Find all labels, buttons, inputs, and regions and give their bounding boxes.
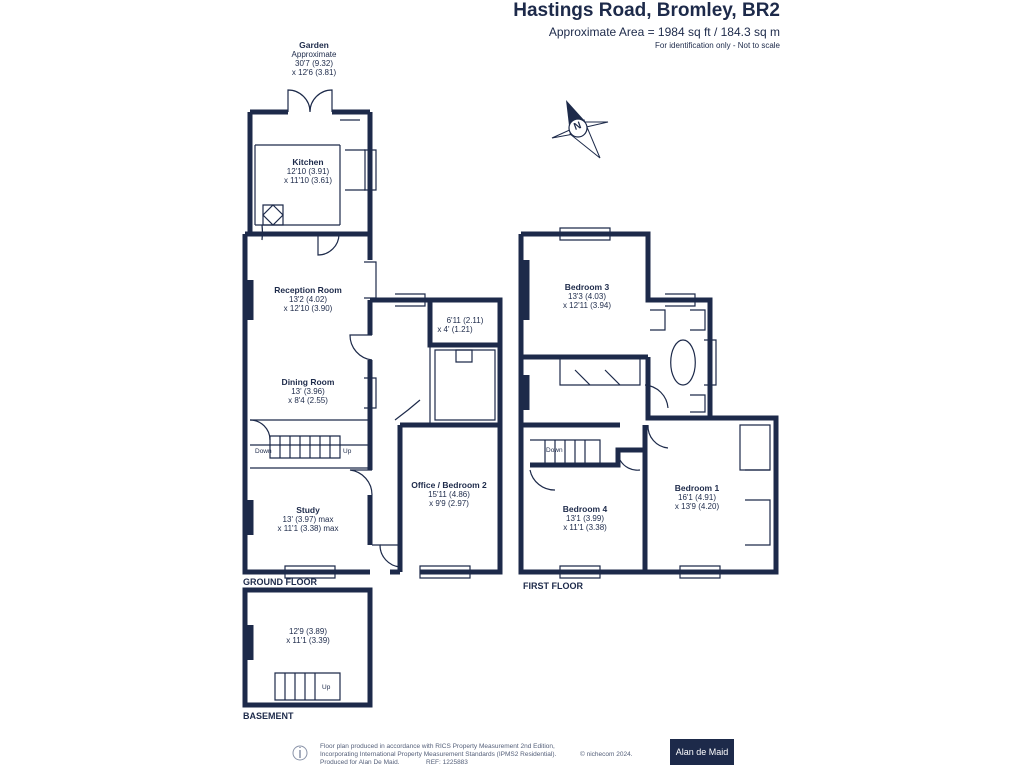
bedroom1-dim2: x 13'9 (4.20) [674,502,720,511]
page-title: Hastings Road, Bromley, BR2 [513,0,780,21]
reception-label: Reception Room [274,285,342,295]
kitchen-dim2: x 11'10 (3.61) [283,176,333,185]
bedroom3-label: Bedroom 3 [564,282,610,292]
dining-label: Dining Room [281,377,335,387]
study-label: Study [296,505,320,515]
first-floor-label: FIRST FLOOR [523,581,583,591]
identification-note: For identification only - Not to scale [655,41,780,50]
footer-line4: Produced for Alan De Maid. [320,759,400,766]
basement-dim2: x 11'1 (3.39) [286,636,330,645]
bedroom3-dim1: 13'3 (4.03) [568,292,606,301]
basement-walls [245,590,370,705]
utility-dim1: 6'11 (2.11) [446,316,484,325]
garden-dim1: 30'7 (9.32) [295,59,333,68]
kitchen-label: Kitchen [292,157,324,167]
first-stairs-down: Down [546,447,563,454]
brand-logo: Alan de Maid [670,739,734,765]
reception-dim1: 13'2 (4.02) [289,295,327,304]
dining-dim2: x 8'4 (2.55) [288,396,328,405]
basement-dim1: 12'9 (3.89) [289,627,327,636]
dining-dim1: 13' (3.96) [291,387,325,396]
reception-dim2: x 12'10 (3.90) [283,304,333,313]
basement-label: BASEMENT [243,711,294,721]
bedroom4-label: Bedroom 4 [562,504,608,514]
garden-qualifier: Approximate [291,50,337,59]
basement-stairs-up: Up [322,684,331,691]
footer-ref: REF: 1225883 [426,759,468,766]
info-icon [293,746,307,760]
footer-line2: Incorporating International Property Measurement Standards (IPMS2 Residential). [320,751,557,758]
bedroom1-dim1: 16'1 (4.91) [678,493,716,502]
ground-stairs-up: Up [343,448,352,455]
bedroom4-dim2: x 11'1 (3.38) [563,523,607,532]
garden-dim2: x 12'6 (3.81) [291,68,337,77]
ground-floor-label: GROUND FLOOR [243,577,317,587]
bedroom1-label: Bedroom 1 [674,483,720,493]
approximate-area: Approximate Area = 1984 sq ft / 184.3 sq m [548,25,780,39]
kitchen-dim1: 12'10 (3.91) [286,167,330,176]
office-dim2: x 9'9 (2.97) [429,499,469,508]
garden-label: Garden [299,40,329,50]
compass-letter: N [572,120,583,133]
study-dim2: x 11'1 (3.38) max [277,524,339,533]
footer-copyright: © nichecom 2024. [580,751,633,758]
bedroom4-dim1: 13'1 (3.99) [566,514,604,523]
utility-dim2: x 4' (1.21) [437,325,473,334]
office-label: Office / Bedroom 2 [411,480,487,490]
office-dim1: 15'11 (4.86) [428,490,470,499]
ground-stairs-down: Down [255,448,272,455]
bedroom3-dim2: x 12'11 (3.94) [562,301,612,310]
footer-line1: Floor plan produced in accordance with RICS Property Measurement 2nd Edition, [320,743,555,750]
first-floor-walls [521,234,776,572]
study-dim1: 13' (3.97) max [282,515,334,524]
